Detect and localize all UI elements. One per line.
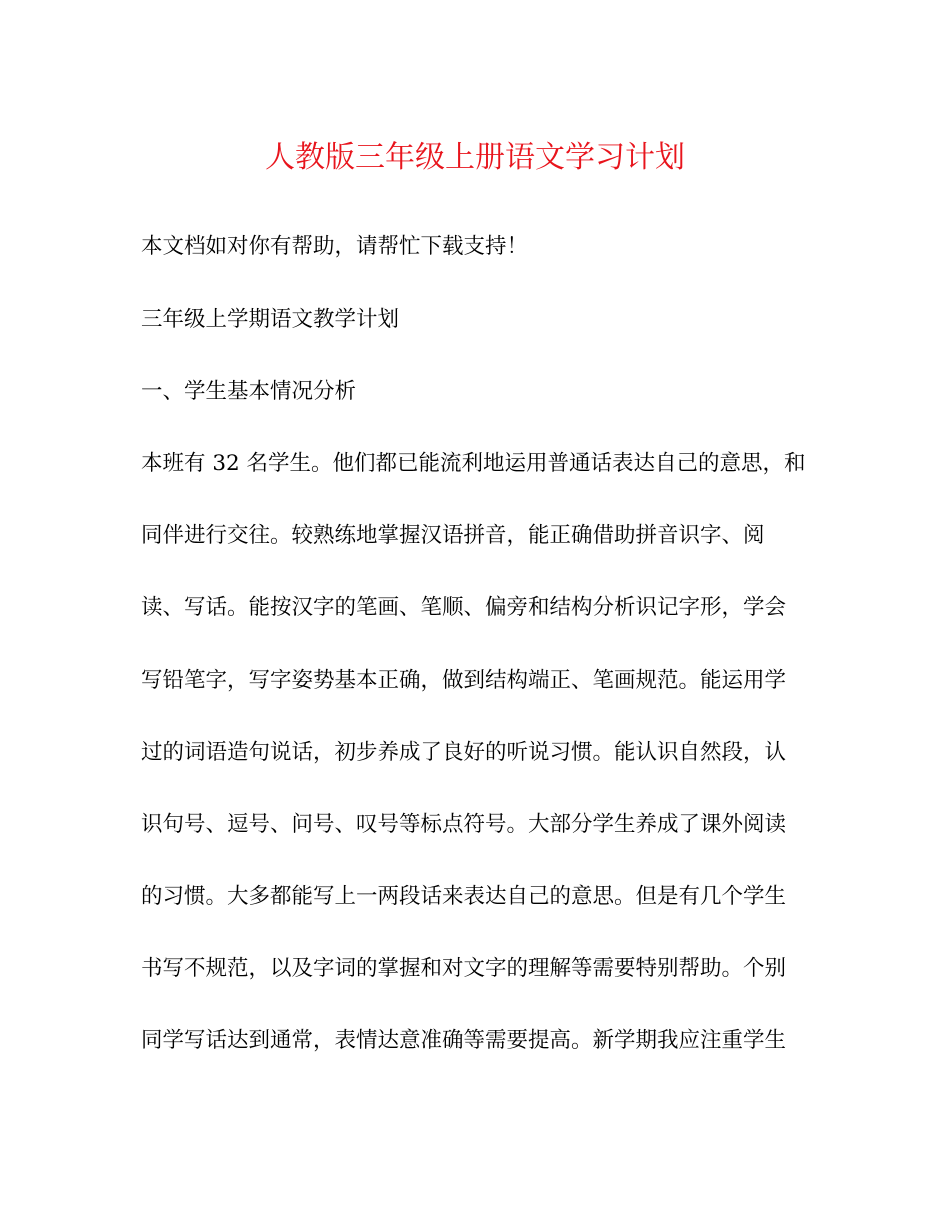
body-line: 的习惯。大多都能写上一两段话来表达自己的意思。但是有几个学生	[141, 884, 787, 909]
section-heading: 一、学生基本情况分析	[141, 379, 357, 404]
body-line: 过的词语造句说话，初步养成了良好的听说习惯。能认识自然段，认	[141, 740, 787, 765]
intro-text: 本文档如对你有帮助，请帮忙下载支持！	[141, 234, 529, 259]
body-line: 本班有 32 名学生。他们都已能流利地运用普通话表达自己的意思，和	[141, 451, 806, 476]
body-line: 同伴进行交往。较熟练地掌握汉语拼音，能正确借助拼音识字、阅	[141, 523, 765, 548]
body-line: 书写不规范，以及字词的掌握和对文字的理解等需要特别帮助。个别	[141, 956, 787, 981]
plan-subtitle: 三年级上学期语文教学计划	[141, 307, 400, 332]
document-title: 人教版三年级上册语文学习计划	[265, 140, 685, 175]
body-line: 识句号、逗号、问号、叹号等标点符号。大部分学生养成了课外阅读	[141, 812, 787, 837]
body-line: 写铅笔字，写字姿势基本正确，做到结构端正、笔画规范。能运用学	[141, 668, 787, 693]
body-line: 同学写话达到通常，表情达意准确等需要提高。新学期我应注重学生	[141, 1028, 787, 1053]
body-line: 读、写话。能按汉字的笔画、笔顺、偏旁和结构分析识记字形，学会	[141, 595, 787, 620]
